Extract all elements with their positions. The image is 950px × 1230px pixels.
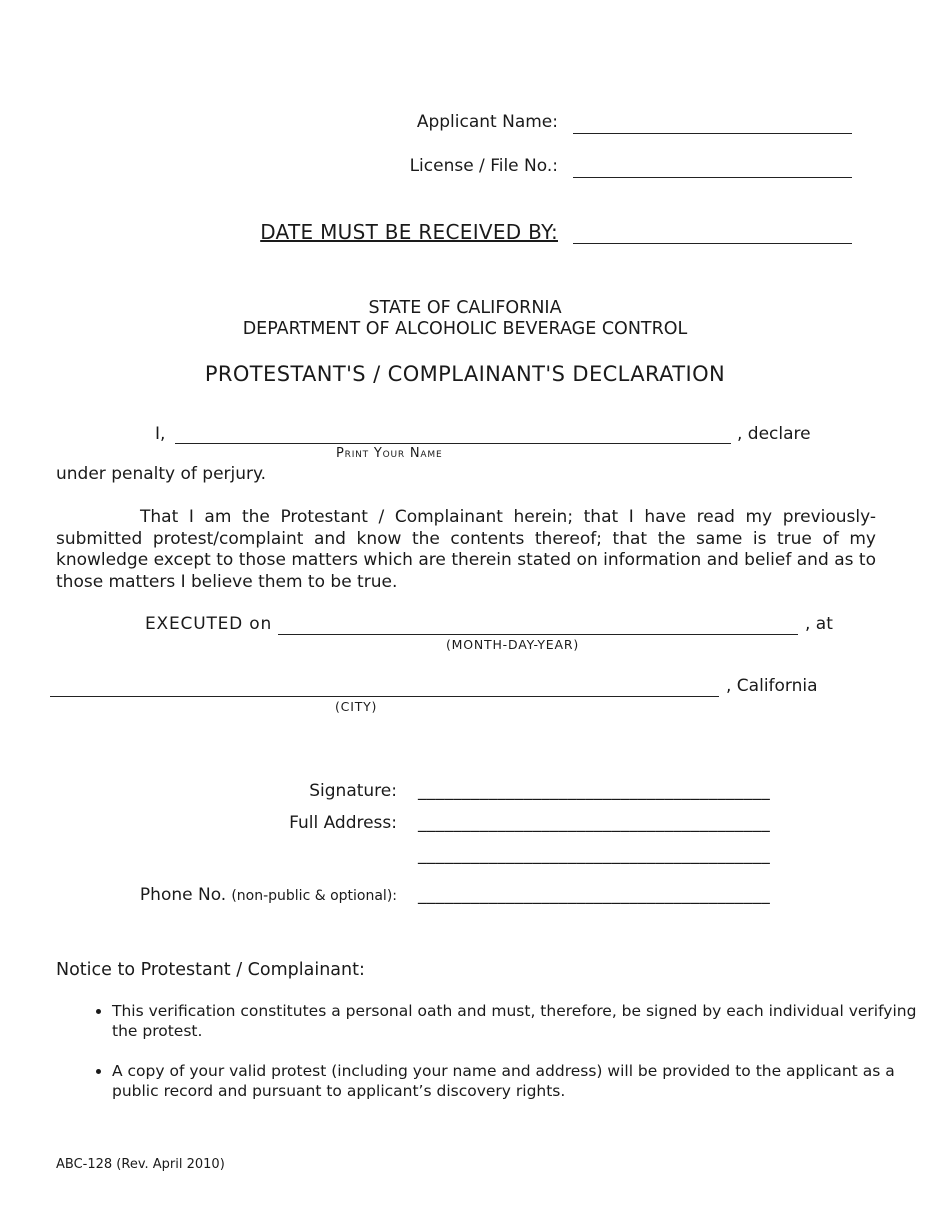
at-label: , at — [805, 614, 833, 634]
license-number-field[interactable] — [573, 177, 852, 178]
date-caption: (MONTH-DAY-YEAR) — [446, 637, 580, 652]
declaration-prefix: I, — [155, 424, 166, 444]
signature-field[interactable]: ________________________________________ — [418, 781, 770, 801]
notice-list — [56, 1002, 932, 1122]
form-number: ABC-128 (Rev. April 2010) — [56, 1157, 225, 1172]
phone-note: (non-public & optional): — [231, 888, 397, 904]
city-caption: (CITY) — [335, 699, 378, 714]
declaration-suffix: , declare — [737, 424, 811, 444]
phone-field[interactable]: ________________________________________ — [418, 885, 770, 905]
execution-date-field[interactable] — [278, 634, 798, 635]
phone-label: Phone No. — [139, 885, 227, 905]
penalty-text: under penalty of perjury. — [56, 464, 267, 484]
state-name: STATE OF CALIFORNIA — [368, 298, 562, 318]
declaration-paragraph: That I am the Protestant / Complainant herein; that I have read my previously-submitted protest/complaint and know the contents thereof; that the same is true of my knowledge except to those matters which are therein stated on information and belief and as to those matters I believe them to be true. — [56, 507, 876, 592]
notice-item: • A copy of your valid protest (including your name and address) will be provided to the applicant as a public record and pursuant to applicant’s discovery rights. — [112, 1062, 932, 1101]
phone-label-group — [140, 885, 397, 905]
address-field-line-2[interactable]: ________________________________________ — [418, 845, 770, 865]
date-received-field[interactable] — [573, 243, 852, 244]
applicant-name-field[interactable] — [573, 133, 852, 134]
form-title: PROTESTANT'S / COMPLAINANT'S DECLARATION — [204, 362, 726, 386]
notice-item: • This verification constitutes a personal oath and must, therefore, be signed by each individual verifying the protest. — [112, 1002, 932, 1041]
department-name: DEPARTMENT OF ALCOHOLIC BEVERAGE CONTROL — [242, 319, 688, 339]
california-label: , California — [726, 676, 818, 696]
address-label: Full Address: — [289, 813, 397, 833]
applicant-name-label: Applicant Name: — [416, 112, 558, 132]
signature-label: Signature: — [309, 781, 397, 801]
address-field-line-1[interactable]: ________________________________________ — [418, 813, 770, 833]
notice-heading: Notice to Protestant / Complainant: — [56, 960, 365, 980]
declarant-name-field[interactable] — [175, 443, 731, 444]
city-field[interactable] — [50, 696, 719, 697]
date-received-label: DATE MUST BE RECEIVED BY: — [260, 220, 558, 244]
executed-label: EXECUTED on — [145, 614, 273, 634]
name-caption: Print Your Name — [336, 446, 443, 461]
license-number-label: License / File No.: — [409, 156, 558, 176]
